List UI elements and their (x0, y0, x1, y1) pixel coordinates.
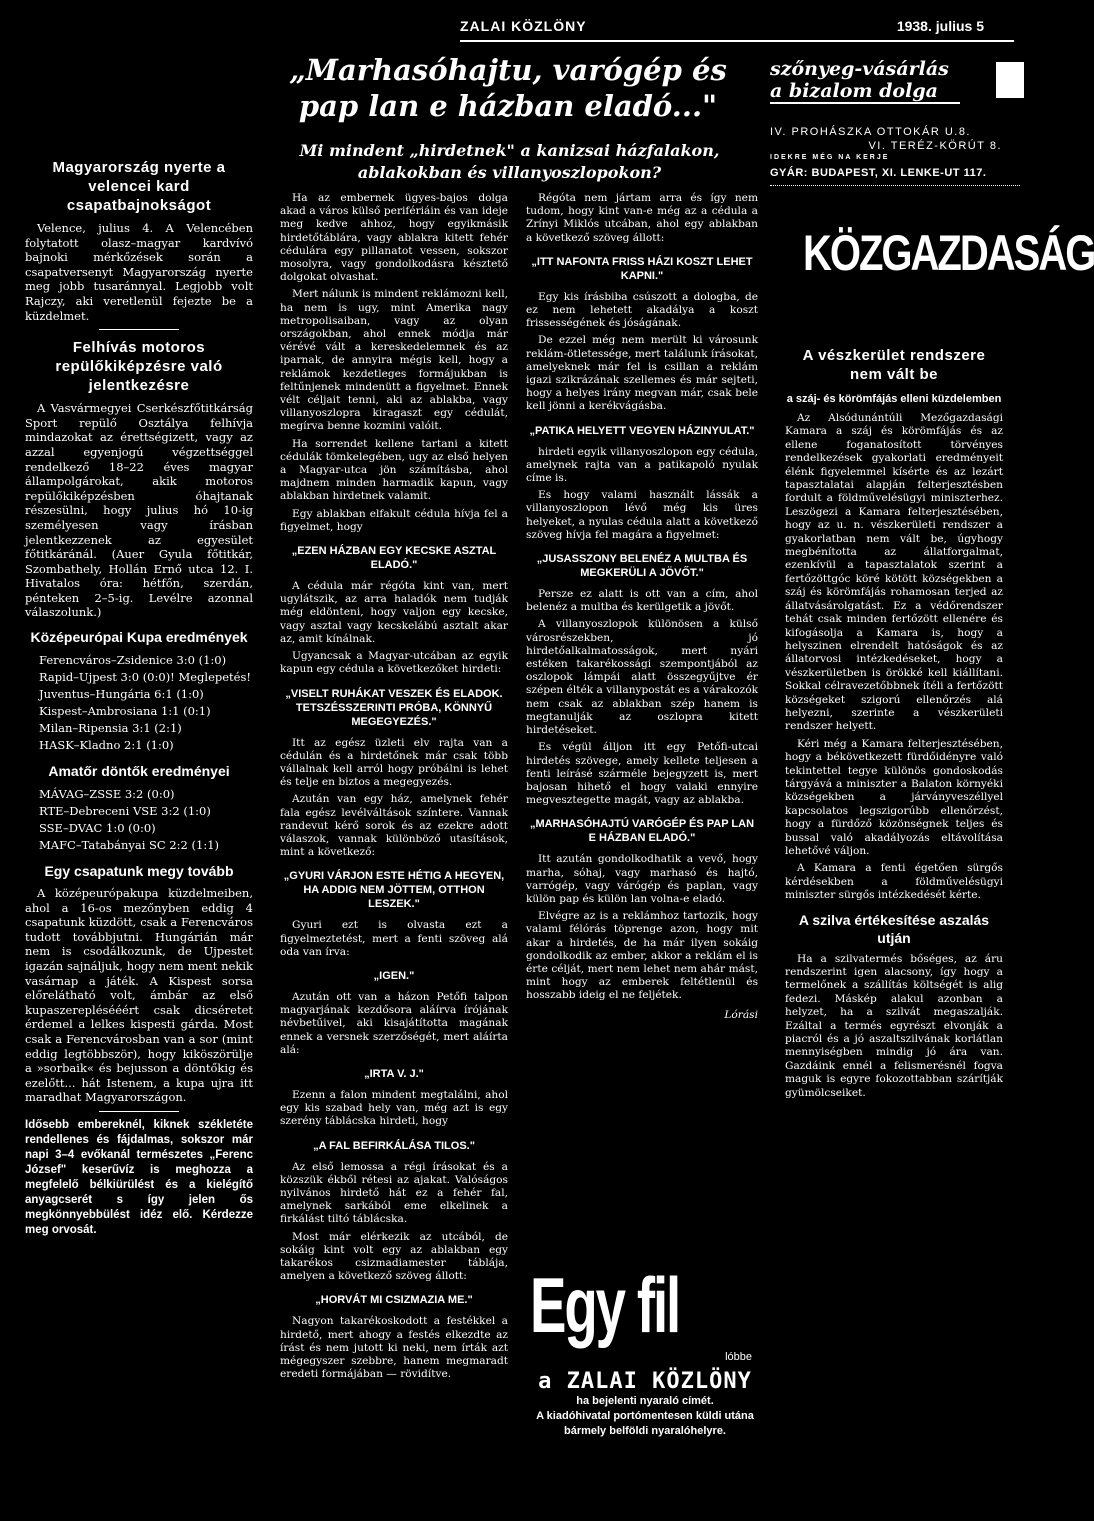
ad-big-text: Egy fil (530, 1261, 680, 1349)
feature-paragraph: Egy ablakban elfakult cédula hívja fel a figyelmet, hogy (280, 507, 508, 533)
result-line: Milan–Ripensia 3:1 (2:1) (39, 721, 182, 736)
economy-paragraph: Az Alsódunántúli Mezőgazdasági Kamara a száj és körömfájás és az ellene foganatosított törvényes rendelkezések gyakorlati eredményeit élénk figyelemmel kísérte és az lezárt tapasztalatai alapján felterjesztésben fordult a földművelésügyi miniszterhez. Leszögezi a Kamara felterjesztésében, hogy az u. n. vészkerületi rendszer a gyakorlatban nem vált be, úgyhogy megbénította az állatforgalmat, ezenkívül a tapasztalatok szerint a fertőzöttgóc köré kötött községekben a száj és körömfájás rohamosan terjed az állatvásárolgatást. Ez a védőrendszer tehát csak minden fertőzött ellenére és kifogásolja a Kamara is, hogy a helyszinen elrendelt hatóságok és az állatorvosi intézkedéseket, hogy a vészkerületben is örökké kell kiállítani. Sokkal célravezetőbbnek ítéli a fertőzött községeket szigorú ellenőrzés alá helyezni, szerinte a vészkerületi rendszer helyett. (785, 412, 1003, 733)
feature-paragraph: Gyuri ezt is olvasta ezt a figyelmeztetést, mert a fenti szöveg alá oda van írva: (280, 919, 508, 958)
quoted-sign: „IGEN." (373, 969, 415, 982)
quoted-sign: „IRTA V. J." (364, 1067, 424, 1080)
ad-address-1: IV. PROHÁSZKA OTTOKÁR U.8. (770, 126, 971, 138)
amateur-results-list (25, 786, 253, 854)
feature-paragraph: Most már elérkezik az utcából, de sokáig kint volt egy az ablakban egy takarékos csizmadiamester táblája, amelyen a következő szöveg állott: (280, 1230, 508, 1283)
quoted-sign: „JUSASSZONY BELENÉZ A MULTBA ÉS MEGKERÜLI A JÖVŐT." (536, 553, 748, 580)
ad-slogan-1: szőnyeg-vásárlás (770, 58, 949, 80)
feature-paragraph: Nagyon takarékoskodott a festékkel a hirdető, mert ahogy a festés elkezdte az írást és nem jutott ki neki, nem írták azt mégegyszer szebbre, hanem megmaradt eredeti formájában — rövidítve. (280, 1315, 508, 1381)
feature-paragraph: Es hogy valami használt lássák a villanyoszlopon lévő még kis üres helyeket, a nyulas cédula alatt a következő szöveg hívja fel magára a figyelmet: (526, 489, 758, 541)
article-body-pilot: A Vasvármegyei Cserkészfőtitkárság Sport repülő Osztálya felhívja mindazokat az érettségizett, vagy az azzal egyenjogú végzettséggel rendelkező 18–22 éves magyar állampolgárokat, akik motoros repülőkiképzésben óhajtanak részesülni, hogy julius hó 10-ig személyesen vagy írásban jelentkezzenek az egyesület főtitkáránál. (Auer Gyula főtitkár, Szombathely, Hollán Ernő utca 12. I. Hivatalos óra: hétfőn, szerdán, pénteken 2–5-ig. Levélre azonnal válaszolunk.) (25, 401, 253, 620)
ad-slogan-2: a bizalom dolga (770, 80, 960, 104)
ad-more-text: lóbbe (725, 1351, 752, 1363)
economy-paragraph: A Kamara a fenti égetően sürgős kérdésekben a földművelésügyi miniszter sürgős intézkedését kérte. (785, 862, 1003, 902)
carpet-ad (770, 58, 1020, 186)
result-line: Ferencváros–Zsidenice 3:0 (1:0) (39, 653, 227, 668)
feature-paragraph: Az első lemossa a régi írásokat és a közszük ékből rétesi az ajakat. Valóságos nyilvános hirdető hát ez a fehér fal, amelynek sarkából eme elkelinek a firkálást tiltó táblácska. (280, 1160, 508, 1226)
quoted-sign: „A FAL BEFIRKÁLÁSA TILOS." (313, 1139, 475, 1152)
feature-paragraph: Mert nálunk is mindent reklámozni kell, ha nem is ugy, mint Amerika nagy metropolisaiban, vagy az olyan országokban, ahol ennek módja már vérévé vált a kereskedelemnek és az iparnak, de annyira mégis kell, hogy a reklámok kezdetleges formájukban is feltűnjenek mindenütt a figyelmet. Ennek vélt céljait tenni, aki az ablakba, vagy villanyoszlopra kiragaszt egy cédulát, megírva benne kozmini valóit. (280, 288, 508, 433)
feature-subheadline: Mi mindent „hirdetnek" a kanizsai házfalakon, ablakokban és villanyoszlopokon? (299, 141, 720, 182)
article-title-plum: A szilva értékesítése aszalás utján (798, 911, 990, 946)
ferenc-jozsef-ad: Idősebb embereknél, kiknek székletéte rendellenes és fájdalmas, sokszor már napi 3–4 evőkanál természetes „Ferenc József" keserűvíz is meghozza a megfelelő bélkiürülést és a kielégítő anyagcserét s így jelen ős megkönnyebbülést idéz elő. Kérdezze meg orvosát. (25, 1118, 253, 1236)
result-line: RTE–Debreceni VSE 3:2 (1:0) (39, 804, 211, 819)
page-header (460, 18, 1014, 42)
feature-paragraph: Ha az embernek ügyes-bajos dolga akad a város külső perifériáin és van ideje meg kedve ahhoz, hogy egyikmásik hirdetőtáblára, vagy ablakra kitett fehér cédulára egy pillanatot vessen, sokszor mosolyra, vagy gondolkodásra késztető dolgokat olvashat. (280, 192, 508, 284)
article-body-fencing: Velence, julius 4. A Velencében folytatott olasz–magyar kardvívó bajnoki mérkőzések során a csapatversenyt Magyarország nyerte meg jobb tusaránnyal. Legjobb volt Rajczy, aki veretlenül fejezte be a küzdelmet. (25, 221, 253, 323)
feature-paragraph: Ha sorrendet kellene tartani a kitett cédulák tömkelegében, ugy az első helyen a Magyar-utca jön számításba, ahol majdnem minden harmadik kapun, vagy ablakban hirdetnek valamit. (280, 437, 508, 503)
quoted-sign: „MARHASÓHAJTÚ VARÓGÉP ÉS PAP LAN E HÁZBAN ELADÓ." (529, 818, 755, 845)
feature-paragraph: Itt az egész üzleti elv rajta van a cédulán és a hirdetőnek már csak több vállalnak kell arról hogy próbálni is lehet és telje en biztos a megegyezés. (280, 736, 508, 789)
ad-paper-name: a ZALAI KÖZLÖNY (538, 1369, 752, 1394)
feature-headline: „Marhasóhajtu, varógép és pap lan e házban eladó..." (289, 53, 727, 123)
feature-paragraph: De ezzel még nem merült ki városunk reklám-ötletessége, mert találunk írásokat, amelyeknek már fel is csillan a reklám igazi szikrázának szellemes és már sejteti, hogy a helyes irány megvan már, csak bele kell jönni a kerékvágásba. (526, 334, 758, 413)
article-title-fencing: Magyarország nyerte a velencei kard csapatbajnokságot (52, 159, 226, 214)
quoted-sign: „ITT NAFONTA FRISS HÁZI KOSZT LEHET KAPNI." (531, 255, 753, 282)
result-line: Rapid–Ujpest 3:0 (0:0)! Meglepetés! (39, 670, 251, 685)
result-line: HASK–Kladno 2:1 (1:0) (39, 738, 174, 753)
economy-paragraph: Ha a szilvatermés bőséges, az áru rendszerint igen alacsony, így hogy a termelőnek a szállítás költségét is alig fedezi. Máskép alakul azonban a helyzet, ha a szilvát megaszalják. Ezáltal a termés egyrészt elvonják a piacról és a jó aszaltszilvának korlátlan mennyiségben mindig jó ára van. Gazdáink ennél a felismerésnél fogva maguk is egyre fokozottabban szárítják gyümölcseiket. (785, 952, 1003, 1099)
feature-paragraph: Azután ott van a házon Petőfi talpon magyarjának kezdősora aláírva írójának névbetűivel, aki kisajátította magának ennek a versnek szerzőségét, mert aláírta alá: (280, 990, 508, 1056)
article-title-amateur: Amatőr döntők eredményei (48, 763, 230, 780)
quoted-sign: „GYURI VÁRJON ESTE HÉTIG A HEGYEN, HA ADDIG NEM JÖTTEM, OTTHON LESZEK." (283, 870, 505, 911)
economy-column (785, 338, 1003, 1104)
ad-address-2: VI. TERÉZ-KÖRÚT 8. (868, 140, 1002, 152)
feature-paragraph: Ezenn a falon mindent megtalálni, ahol egy kis szabad hely van, még azt is egy szerény táblácska hirdeti, hogy (280, 1088, 508, 1128)
article-title-team: Egy csapatunk megy tovább (44, 863, 234, 880)
feature-paragraph: A cédula már régóta kint van, mert ugylátszik, az arra haladók nem tudják még eldönteni, hogy valjon egy kecske, vagy asztal vagy kecskelábú asztalt akar az, amit kínálnak. (280, 580, 508, 645)
header-date: 1938. julius 5 (896, 18, 984, 34)
feature-paragraph: Persze ez alatt is ott van a cím, ahol belenéz a multba és kerülgetik a jövőt. (526, 588, 758, 614)
feature-paragraph: Ugyancsak a Magyar-utcában az egyik kapun egy cédula a következőket hirdeti: (280, 650, 508, 676)
feature-column-2 (280, 192, 508, 1385)
quoted-sign: „EZEN HÁZBAN EGY KECSKE ASZTAL ELADÓ." (291, 545, 497, 572)
ad-line-2: A kiadóhivatal portómentesen küldi utána bármely belföldi nyaralóhelyre. (536, 1410, 754, 1437)
feature-paragraph: A villanyoszlopok különösen a külső városrészekben, jó hirdetőalkalmatosságok, mert nyári estéken takarékossági szempontjából az oszlopok lámpái alatt összegyűjtve ér szépen élték a villanypostát es a várakozók nem csak az ablakban szép hanem is megtanulják az oszlopra kitett hirdetéseket. (526, 618, 758, 737)
feature-paragraph: Es végül álljon itt egy Petőfi-utcai hirdetés szövege, amely kellete teljesen a fenti leírásé szárméle bejegyzett is, mert bajosan hihető el hogy valaki ennyire megvesztegette magát, vagy az ablakba. (526, 741, 758, 807)
header-paper-name: ZALAI KÖZLÖNY (460, 18, 587, 34)
result-line: Kispest–Ambrosiana 1:1 (0:1) (39, 704, 211, 719)
feature-paragraph: Azután van egy ház, amelynek fehér fala egész levélváltások színtere. Vannak randevut kérő sorok és az ezekre adott válaszok, vannak különböző utasítások, mint a következő: (280, 793, 508, 859)
quoted-sign: „HORVÁT MI CSIZMAZIA ME." (315, 1294, 473, 1307)
result-line: MÁVAG–ZSSE 3:2 (0:0) (39, 787, 175, 802)
economy-paragraph: Kéri még a Kamara felterjesztésében, hogy a békövetkezett fürdőidényre való tekintettel tegye különös gondoskodás tárgyává a miniszter a Balaton környéki községekben a járványveszéllyel kapcsolatos legszigorúbb ellenőrzést, hogy a fürdőző közönségnek teljes és bussal való akadályozás eltávolítása lehetővé váljon. (785, 737, 1003, 857)
divider (99, 1111, 179, 1112)
quoted-sign: „VISELT RUHÁKAT VESZEK ÉS ELADOK. TETSZÉSSZERINTI PRÓBA, KÖNNYŰ MEGEGYEZÉS." (285, 687, 503, 728)
article-title-cup: Középeurópai Kupa eredmények (30, 629, 248, 646)
result-line: MAFC–Tatabányai SC 2:2 (1:1) (39, 838, 220, 853)
economy-section-logo: KÖZGAZDASÁG (803, 226, 1094, 282)
ad-factory-address: GYÁR: BUDAPEST, XI. LENKE-UT 117. (770, 167, 1020, 186)
divider (99, 329, 179, 330)
ad-line-1: ha bejelenti nyaraló címét. (576, 1395, 714, 1407)
quoted-sign: „PATIKA HELYETT VEGYEN HÁZINYULAT." (529, 424, 755, 437)
ad-small-print: IDEKRE MÉG NA KERJE (770, 154, 890, 161)
feature-column-3 (526, 192, 758, 1022)
ad-black-box (996, 62, 1024, 98)
subscription-ad (530, 1261, 760, 1500)
article-title-pilot: Felhívás motoros repülőkiképzésre való jelentkezésre (55, 339, 223, 395)
left-column (25, 150, 253, 1238)
feature-paragraph: Elvégre az is a reklámhoz tartozik, hogy valami félórás töprenge azon, hogy mit akar a hirdetés, de ha már ilyen sokáig gondolkodik az ember, akkor a reklám el is érte célját, mert nem lehet nem ahár mást, mint hogy az emberek feltétlenül és hosszabb ideig el ne feljétek. (526, 910, 758, 1002)
result-line: SSE–DVAC 1:0 (0:0) (39, 821, 156, 836)
article-title-zone: A vészkerület rendszere nem vált be (802, 347, 986, 383)
feature-paragraph: hirdeti egyik villanyoszlopon egy cédula, amelynek rajta van a patikapoló nyulak címe is. (526, 445, 758, 485)
feature-paragraph: Egy kis írásbiba csúszott a dologba, de ez nem lehetett akadálya a koszt frissességének és jóságának. (526, 290, 758, 330)
feature-paragraph: Itt azután gondolkodhatik a vevő, hogy marha, sóhaj, vagy marhasó és hajtó, varrógép, vagy várógép és paplan, vagy külön pap és külön lan volna-e eladó. (526, 853, 758, 905)
author-signature: Lórási (724, 1008, 758, 1021)
article-body-team: A középeurópakupa küzdelmeiben, ahol a 16-os mezőnyben eddig 4 csapatunk küzdött, csak a Ferencváros tudott továbbjutni. Hungárián már nem is csodálkozunk, de Ujpestet igazán sajnáljuk, hogy nem ment nekik vasárnap a játék. A Kispest sorsa előrelátható volt, ámbár az első kupaszereplésééért csak dicséretet érdemel a lelkes kispesti gárda. Most csak a Ferencvárosban van a sor (mint eddig legtöbbször), hogy kiköszörülje a »sorbaik« és bejusson a döntőkig és ezelőtt... hát Istenem, a kupa ujra itt maradhat Magyarországon. (25, 886, 253, 1105)
feature-paragraph: Régóta nem jártam arra és így nem tudom, hogy kint van-e még az a cédula a Zrínyi Miklós utcában, ahol egy ablakban a következő szöveg állott: (526, 192, 758, 244)
cup-results-list (25, 652, 253, 754)
result-line: Juventus–Hungária 6:1 (1:0) (39, 687, 204, 702)
article-subtitle-zone: a száj- és körömfájás elleni küzdelemben (786, 393, 1002, 405)
